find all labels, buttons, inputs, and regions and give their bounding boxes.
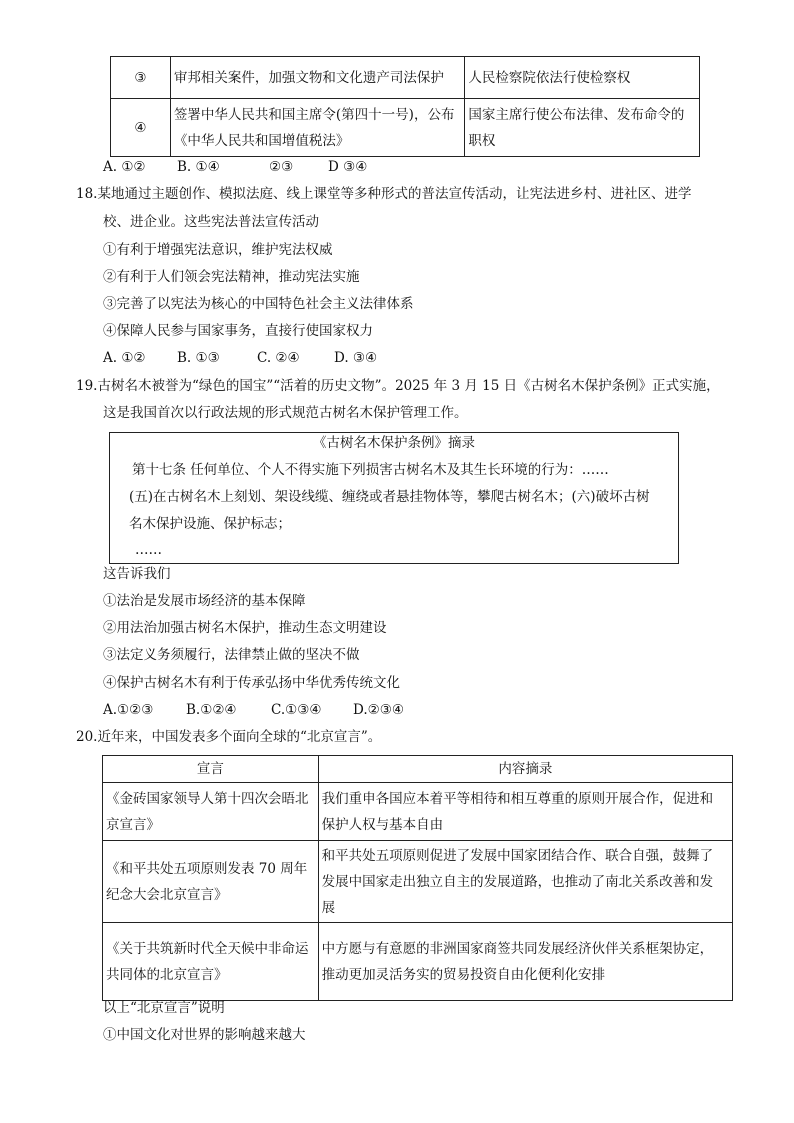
column-header: 宣言 — [103, 756, 319, 783]
cell-line: 《和平共处五项原则发表 70 周年 — [106, 860, 308, 877]
q20-lead: 以上“北京宣言”说明 — [103, 1000, 225, 1016]
option: A. ①② — [103, 350, 146, 366]
option: C. ②④ — [257, 350, 300, 366]
row-number: ④ — [111, 99, 171, 157]
option: D. ③④ — [334, 350, 378, 366]
cell-line: 纪念大会北京宣言》 — [106, 886, 228, 903]
q20-table — [102, 755, 733, 1001]
option: D.②③④ — [353, 702, 404, 718]
table-cell-excerpt — [318, 923, 732, 1001]
q19-item: ①法治是发展市场经济的基本保障 — [103, 593, 306, 609]
q19-excerpt-box — [109, 432, 679, 564]
table-row — [103, 841, 733, 923]
q18-stem: 18.某地通过主题创作、模拟法庭、线上课堂等多种形式的普法宣传活动，让宪法进乡村、进社区、进学 — [76, 186, 692, 202]
q18-stem: 校、进企业。这些宪法普法宣传活动 — [103, 214, 319, 230]
option: C.①③④ — [271, 702, 322, 718]
q17-table — [110, 56, 700, 157]
q18-item: ④保障人民参与国家事务，直接行使国家权力 — [103, 323, 373, 339]
table-row — [111, 99, 700, 157]
cell-line: 《关于共筑新时代全天候中非命运 — [106, 940, 309, 957]
cell-line: 签署中华人民共和国主席令(第四十一号)，公布 — [173, 106, 455, 123]
table-cell-declaration — [103, 841, 319, 923]
table-header-row — [103, 756, 733, 783]
q20-item: ①中国文化对世界的影响越来越大 — [103, 1027, 306, 1043]
q19-lead: 这告诉我们 — [103, 566, 171, 582]
table-cell-power: 人民检察院依法行使检察权 — [465, 57, 700, 99]
table-cell-content: 审邦相关案件，加强文物和文化遗产司法保护 — [170, 57, 464, 99]
option: A.①②③ — [103, 702, 154, 718]
option: A. ①② — [103, 159, 146, 175]
option: B. ①③ — [177, 350, 220, 366]
cell-line: 发展中国家走出独立自主的发展道路，也推动了南北关系改善和发 — [321, 873, 714, 890]
row-number: ③ — [111, 57, 171, 99]
cell-line: 我们重申各国应本着平等相待和相互尊重的原则开展合作，促进和 — [321, 790, 714, 807]
table-cell-excerpt — [318, 841, 732, 923]
q19-stem: 这是我国首次以行政法规的形式规范古树名木保护管理工作。 — [103, 405, 468, 421]
cell-line: 《金砖国家领导人第十四次会晤北 — [106, 790, 309, 807]
table-row — [103, 923, 733, 1001]
q18-item: ①有利于增强宪法意识，维护宪法权威 — [103, 242, 333, 258]
cell-line: 国家主席行使公布法律、发布命令的 — [468, 106, 685, 123]
cell-line: 保护人权与基本自由 — [321, 816, 444, 833]
q20-stem: 20.近年来，中国发表多个面向全球的“北京宣言”。 — [76, 729, 382, 745]
table-cell-power — [465, 99, 700, 157]
q19-item: ③法定义务须履行，法律禁止做的坚决不做 — [103, 647, 360, 663]
excerpt-line: 名木保护设施、保护标志； — [129, 516, 291, 532]
q18-item: ②有利于人们领会宪法精神，推动宪法实施 — [103, 269, 360, 285]
q18-item: ③完善了以宪法为核心的中国特色社会主义法律体系 — [103, 296, 414, 312]
excerpt-line: …… — [135, 542, 162, 558]
excerpt-line: 第十七条 任何单位、个人不得实施下列损害古树名木及其生长环境的行为：…… — [132, 462, 609, 478]
cell-line: 展 — [321, 899, 336, 916]
option: B.①②④ — [186, 702, 237, 718]
cell-line: 京宣言》 — [106, 816, 160, 833]
cell-line: 和平共处五项原则促进了发展中国家团结合作、联合自强，鼓舞了 — [321, 847, 714, 864]
q19-stem: 19.古树名木被誉为“绿色的国宝”“活着的历史文物”。2025 年 3 月 15 日《古树名木保护条例》正式实施， — [76, 378, 720, 394]
q19-item: ④保护古树名木有利于传承弘扬中华优秀传统文化 — [103, 675, 400, 691]
table-cell-content — [170, 99, 464, 157]
cell-line: 中方愿与有意愿的非洲国家商签共同发展经济伙伴关系框架协定， — [321, 940, 714, 957]
cell-line: 《中华人民共和国增值税法》 — [173, 132, 350, 149]
table-cell-declaration — [103, 923, 319, 1001]
option: ②③ — [269, 159, 294, 175]
table-cell-declaration — [103, 783, 319, 841]
q19-item: ②用法治加强古树名木保护，推动生态文明建设 — [103, 620, 387, 636]
cell-line: 共同体的北京宣言》 — [106, 966, 228, 983]
option: D ③④ — [328, 159, 368, 175]
table-cell-excerpt — [318, 783, 732, 841]
table-row — [111, 57, 700, 99]
excerpt-title: 《古树名木保护条例》摘录 — [313, 435, 475, 451]
table-row — [103, 783, 733, 841]
cell-line: 职权 — [468, 132, 496, 149]
option: B. ①④ — [177, 159, 220, 175]
cell-line: 推动更加灵活务实的贸易投资自由化便利化安排 — [321, 966, 606, 983]
excerpt-line: (五)在古树名木上刻划、架设线缆、缠绕或者悬挂物体等，攀爬古树名木；(六)破坏古树 — [129, 489, 650, 505]
column-header: 内容摘录 — [318, 756, 732, 783]
